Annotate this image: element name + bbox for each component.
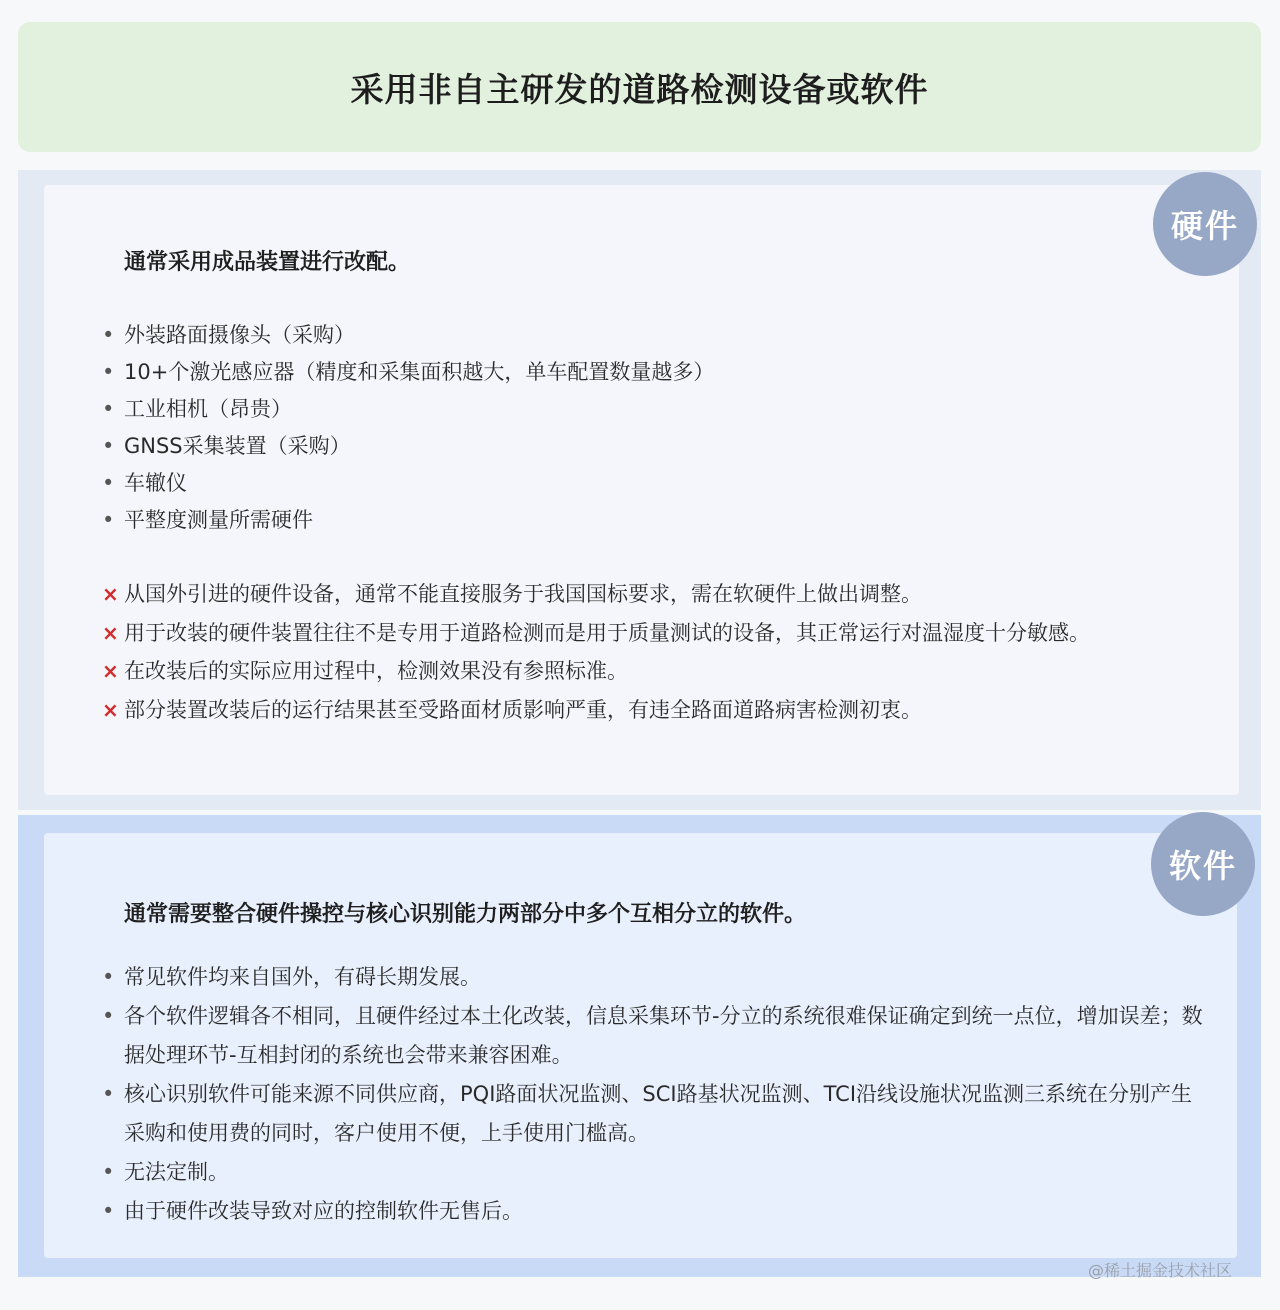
bullet-dot-icon: • [102,471,115,495]
list-item: × 用于改装的硬件装置往往不是专用于道路检测而是用于质量测试的设备，其正常运行对温湿度十分敏感。 [102,614,1222,653]
hardware-section [18,170,1261,810]
list-item: • GNSS采集装置（采购） [102,428,714,465]
list-item: • 车辙仪 [102,465,714,502]
list-item: • 平整度测量所需硬件 [102,502,714,539]
hardware-lead: 通常采用成品装置进行改配。 [124,250,411,275]
bullet-dot-icon: • [102,1160,115,1184]
list-item: • 由于硬件改装导致对应的控制软件无售后。 [102,1192,1212,1231]
list-item: • 外装路面摄像头（采购） [102,317,714,354]
cross-icon: × [102,620,119,645]
list-item: • 常见软件均来自国外，有碍长期发展。 [102,958,1212,997]
bullet-dot-icon: • [102,1082,115,1106]
software-badge: 软件 [1151,812,1255,916]
bullet-dot-icon: • [102,1199,115,1223]
bullet-dot-icon: • [102,360,115,384]
bullet-dot-icon: • [102,508,115,532]
bullet-dot-icon: • [102,1004,115,1028]
bullet-dot-icon: • [102,434,115,458]
list-item: × 在改装后的实际应用过程中，检测效果没有参照标准。 [102,652,1222,691]
hardware-cons-list [102,575,1222,729]
title-band [18,22,1261,152]
cross-icon: × [102,582,119,606]
watermark: @稀土掘金技术社区 [1088,1261,1233,1280]
list-item: • 10+个激光感应器（精度和采集面积越大，单车配置数量越多） [102,354,714,391]
software-card [44,833,1237,1258]
list-item: • 核心识别软件可能来源不同供应商，PQI路面状况监测、SCI路基状况监测、TCI沿线设施状况监测三系统在分别产生采购和使用费的同时，客户使用不便，上手使用门槛高。 [102,1075,1212,1153]
software-list [102,958,1212,1231]
cross-icon: × [102,659,119,683]
hardware-list [102,317,714,539]
list-item: • 各个软件逻辑各不相同，且硬件经过本土化改装，信息采集环节-分立的系统很难保证确定到统一点位，增加误差；数据处理环节-互相封闭的系统也会带来兼容困难。 [102,997,1212,1075]
bullet-dot-icon: • [102,965,115,989]
bullet-dot-icon: • [102,323,115,347]
list-item: × 从国外引进的硬件设备，通常不能直接服务于我国国标要求，需在软硬件上做出调整。 [102,575,1222,614]
hardware-badge: 硬件 [1153,172,1257,276]
list-item: • 工业相机（昂贵） [102,391,714,428]
list-item: × 部分装置改装后的运行结果甚至受路面材质影响严重，有违全路面道路病害检测初衷。 [102,691,1222,730]
software-lead: 通常需要整合硬件操控与核心识别能力两部分中多个互相分立的软件。 [124,902,807,927]
hardware-card [44,185,1239,795]
bullet-dot-icon: • [102,397,115,421]
list-item: • 无法定制。 [102,1153,1212,1192]
software-section [18,815,1261,1277]
page-title: 采用非自主研发的道路检测设备或软件 [350,69,929,109]
cross-icon: × [102,697,119,722]
